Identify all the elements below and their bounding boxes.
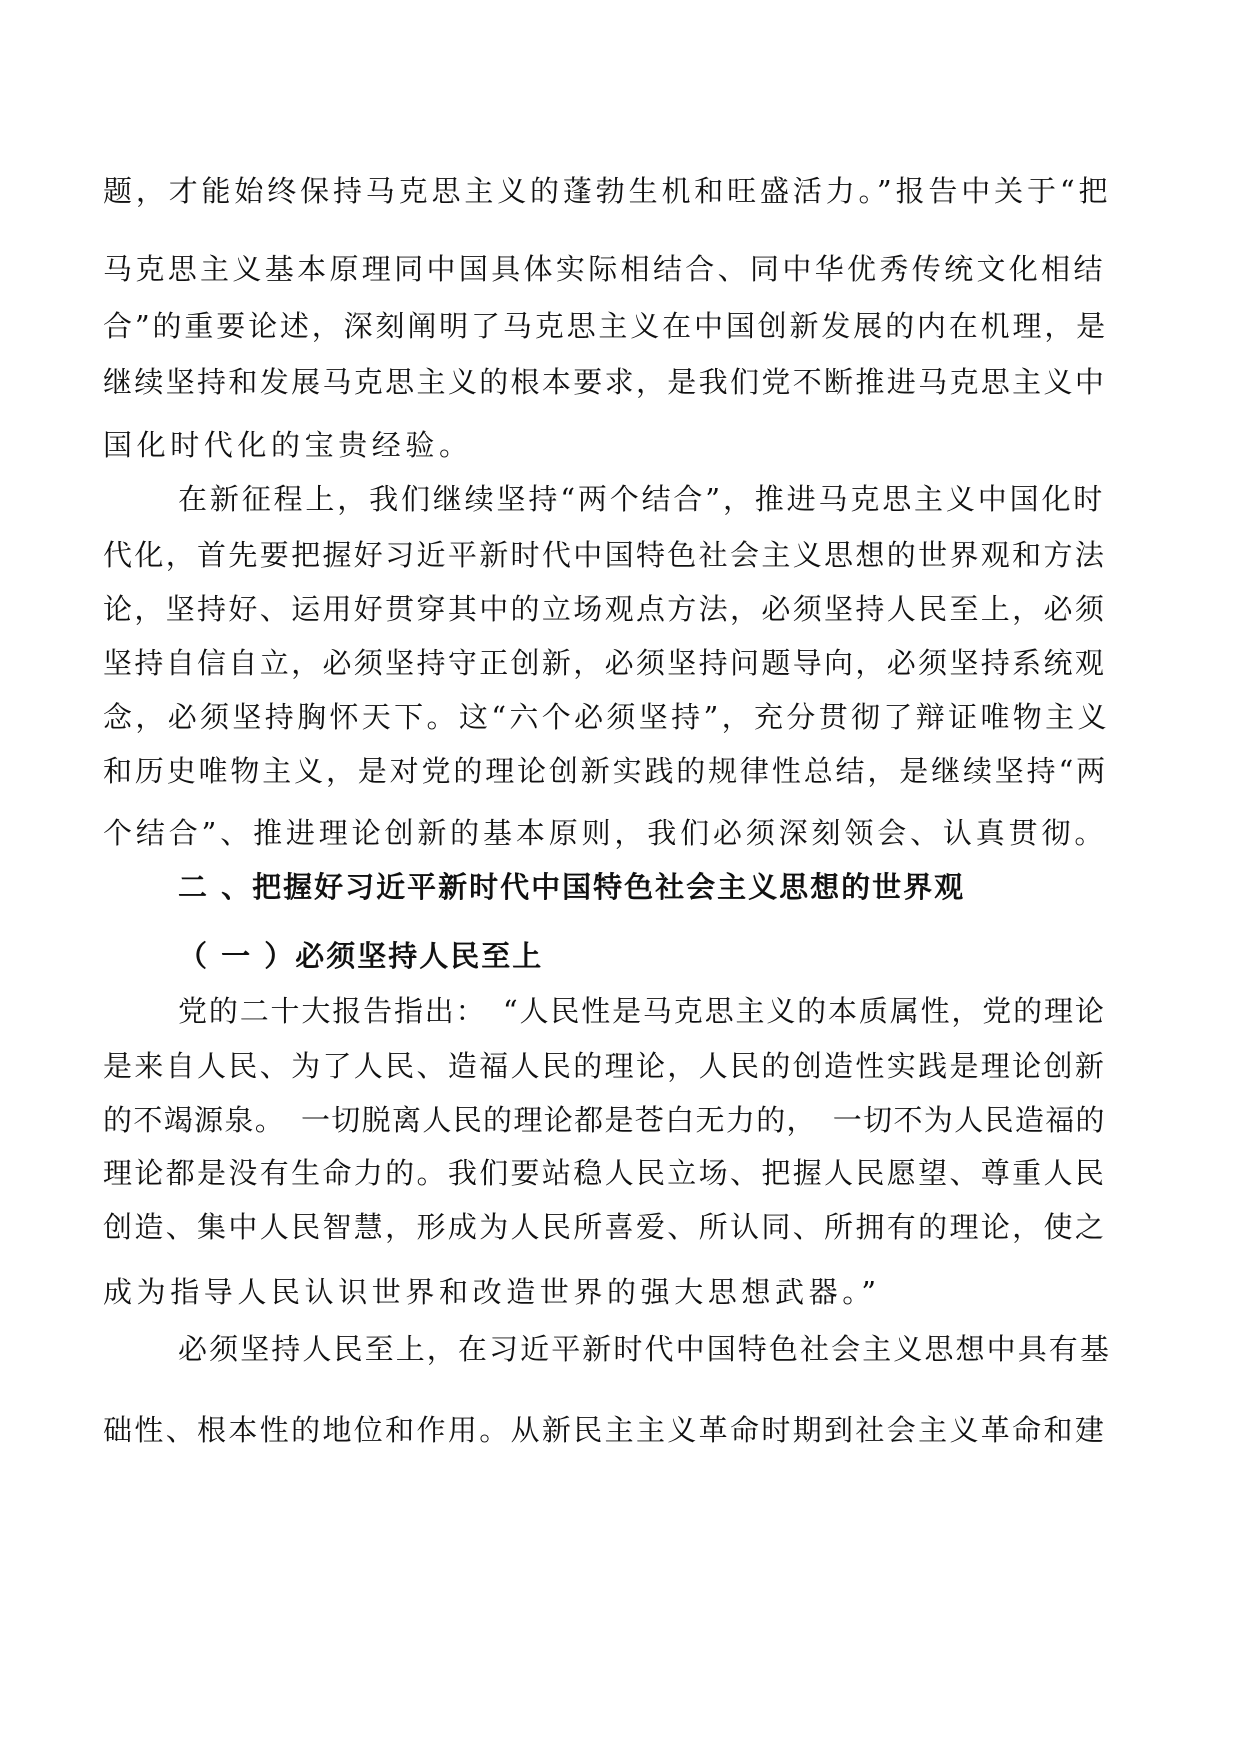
paragraph-line: 的不竭源泉。 一切脱离人民的理论都是苍白无力的， 一切不为人民造福的 <box>103 1103 1106 1137</box>
paragraph-line: 在新征程上，我们继续坚持“两个结合”，推进马克思主义中国化时 <box>178 482 1106 516</box>
paragraph-line: 和历史唯物主义，是对党的理论创新实践的规律性总结，是继续坚持“两 <box>103 754 1109 788</box>
subsection-heading: （ 一 ）必须坚持人民至上 <box>178 939 544 973</box>
paragraph-line: 党的二十大报告指出： “人民性是马克思主义的本质属性，党的理论 <box>178 994 1106 1028</box>
paragraph-line: 合”的重要论述，深刻阐明了马克思主义在中国创新发展的内在机理，是 <box>103 309 1109 343</box>
paragraph-line: 马克思主义基本原理同中国具体实际相结合、同中华优秀传统文化相结 <box>103 252 1106 286</box>
paragraph-line: 代化，首先要把握好习近平新时代中国特色社会主义思想的世界观和方法 <box>103 538 1107 572</box>
paragraph-line: 是来自人民、为了人民、造福人民的理论，人民的创造性实践是理论创新 <box>103 1049 1107 1083</box>
paragraph-line: 念，必须坚持胸怀天下。这“六个必须坚持”，充分贯彻了辩证唯物主义 <box>103 700 1110 734</box>
paragraph-line: 继续坚持和发展马克思主义的根本要求，是我们党不断推进马克思主义中 <box>103 365 1107 399</box>
paragraph-line: 创造、集中人民智慧，形成为人民所喜爱、所认同、所拥有的理论，使之 <box>103 1210 1107 1244</box>
paragraph-line: 坚持自信自立，必须坚持守正创新，必须坚持问题导向，必须坚持系统观 <box>103 646 1107 680</box>
paragraph-line: 础性、根本性的地位和作用。从新民主主义革命时期到社会主义革命和建 <box>103 1413 1107 1447</box>
section-heading: 二 、把握好习近平新时代中国特色社会主义思想的世界观 <box>178 870 966 904</box>
paragraph-line: 个结合”、推进理论创新的基本原则，我们必须深刻领会、认真贯彻。 <box>103 816 1108 850</box>
paragraph-line: 国化时代化的宝贵经验。 <box>103 428 473 462</box>
paragraph-line: 理论都是没有生命力的。我们要站稳人民立场、把握人民愿望、尊重人民 <box>103 1156 1107 1190</box>
paragraph-line: 论，坚持好、运用好贯穿其中的立场观点方法，必须坚持人民至上，必须 <box>103 592 1107 626</box>
paragraph-line: 必须坚持人民至上，在习近平新时代中国特色社会主义思想中具有基 <box>178 1332 1112 1366</box>
paragraph-line: 成为指导人民认识世界和改造世界的强大思想武器。” <box>103 1275 881 1309</box>
paragraph-line: 题，才能始终保持马克思主义的蓬勃生机和旺盛活力。”报告中关于“把 <box>103 174 1112 208</box>
